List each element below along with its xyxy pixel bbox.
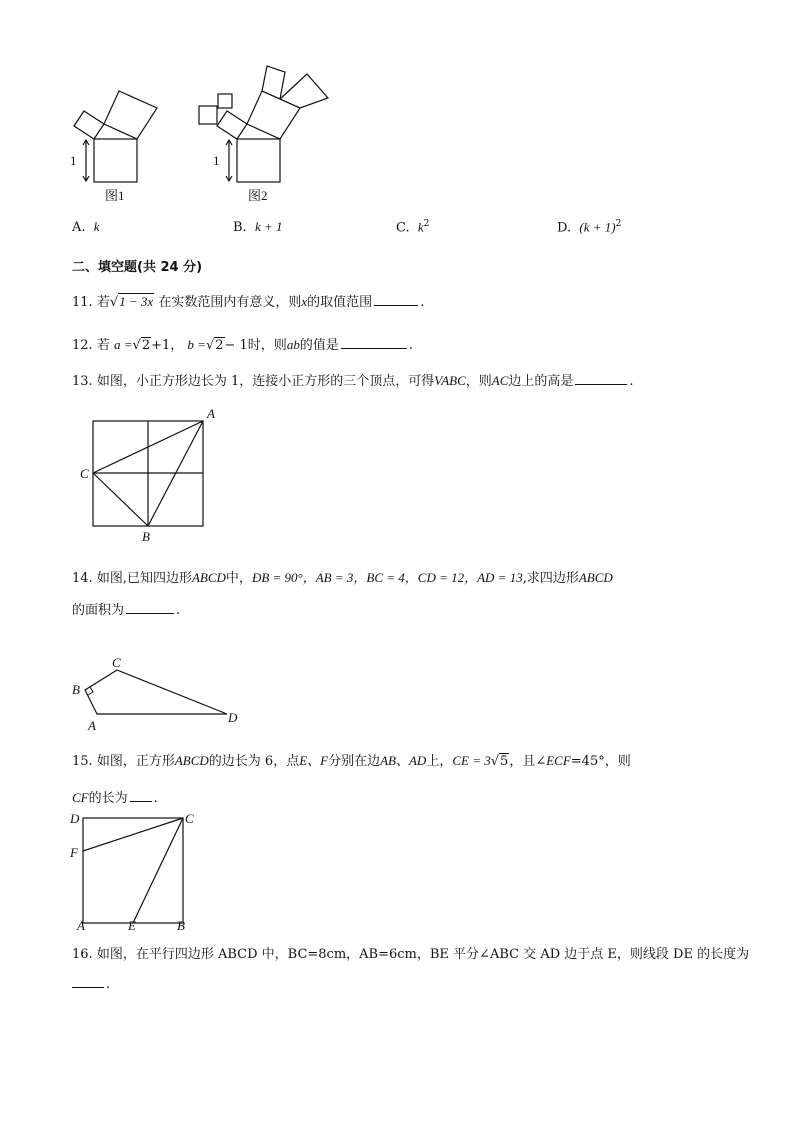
q13-answer-blank[interactable] <box>575 372 627 385</box>
section-title: 二、填空题(共 24 分) <box>72 260 203 275</box>
q13-label-a: A <box>207 406 215 421</box>
q15-label-c: C <box>185 811 194 826</box>
option-a: A. k <box>72 219 100 235</box>
fig1-left-square <box>74 111 104 139</box>
q15-label-e: E <box>128 918 136 933</box>
pythagoras-tree-figures <box>60 56 340 206</box>
q14-answer-blank[interactable] <box>126 601 174 614</box>
segment-fc <box>83 818 183 851</box>
fig2-top-square-a <box>262 66 285 99</box>
q14-label-b: B <box>72 682 80 697</box>
q15-figure <box>66 808 206 936</box>
q15-label-b: B <box>177 918 185 933</box>
q15-answer-blank[interactable] <box>130 789 152 802</box>
q14-label-c: C <box>112 655 121 670</box>
question-16: 16. 如图，在平行四边形 ABCD 中，BC=8cm，AB=6cm，BE 平分∠ABC 交 AD 边于点 E，则线段 DE 的长度为 <box>72 947 750 962</box>
fig2-right-square <box>247 91 300 139</box>
question-12: 12. 若 a =√2+1， b =√2− 1时，则ab的值是 . <box>72 337 413 353</box>
fig2-caption: 图2 <box>248 188 268 203</box>
fig2-side-label: 1 <box>213 153 220 168</box>
fig2-left-square <box>217 111 247 139</box>
question-15: 15. 如图，正方形ABCD的边长为 6，点E、F分别在边AB、AD上，CE = 3√5，且∠ECF=45°，则 <box>72 753 631 769</box>
q15-label-a: A <box>77 918 85 933</box>
q11-answer-blank[interactable] <box>374 293 418 306</box>
question-15-line2: CF的长为 . <box>72 790 158 806</box>
q11-radicand: 1 − 3x <box>119 294 154 309</box>
q16-answer-blank[interactable] <box>72 975 104 988</box>
question-14: 14. 如图,已知四边形ABCD中，ÐB = 90°，AB = 3，BC = 4，CD = 12，AD = 13,求四边形ABCD <box>72 570 613 586</box>
q13-label-b: B <box>142 529 150 544</box>
option-d: D. $(k + 1)^2$ <box>557 219 622 236</box>
fig2-small-square-a <box>199 106 217 124</box>
segment-cb <box>93 473 148 526</box>
q15-label-f: F <box>70 845 78 860</box>
q13-label-c: C <box>80 466 89 481</box>
fig2-base-square <box>237 139 280 182</box>
option-c: C. $k^2$ <box>396 219 430 236</box>
fig1-caption: 图1 <box>105 188 125 203</box>
q13-figure <box>76 404 226 544</box>
fig1-side-label: 1 <box>70 153 77 168</box>
q12-answer-blank[interactable] <box>341 336 407 349</box>
fig1-base-square <box>94 139 137 182</box>
fig1-right-square <box>104 91 157 139</box>
question-11: 11. 若√1 − 3x 在实数范围内有意义，则x的取值范围 . <box>72 294 425 310</box>
segment-ec <box>133 818 183 923</box>
question-14-line2: 的面积为 . <box>72 603 181 618</box>
fig2-small-square-b <box>218 94 232 108</box>
q15-label-d: D <box>70 811 80 826</box>
q14-label-d: D <box>228 710 238 725</box>
question-13: 13. 如图，小正方形边长为 1，连接小正方形的三个顶点，可得VABC，则AC边上的高是 . <box>72 373 634 389</box>
q14-figure <box>66 652 256 734</box>
option-b: B. k + 1 <box>233 219 283 235</box>
q14-label-a: A <box>88 718 96 733</box>
question-16-line2: . <box>72 975 110 992</box>
